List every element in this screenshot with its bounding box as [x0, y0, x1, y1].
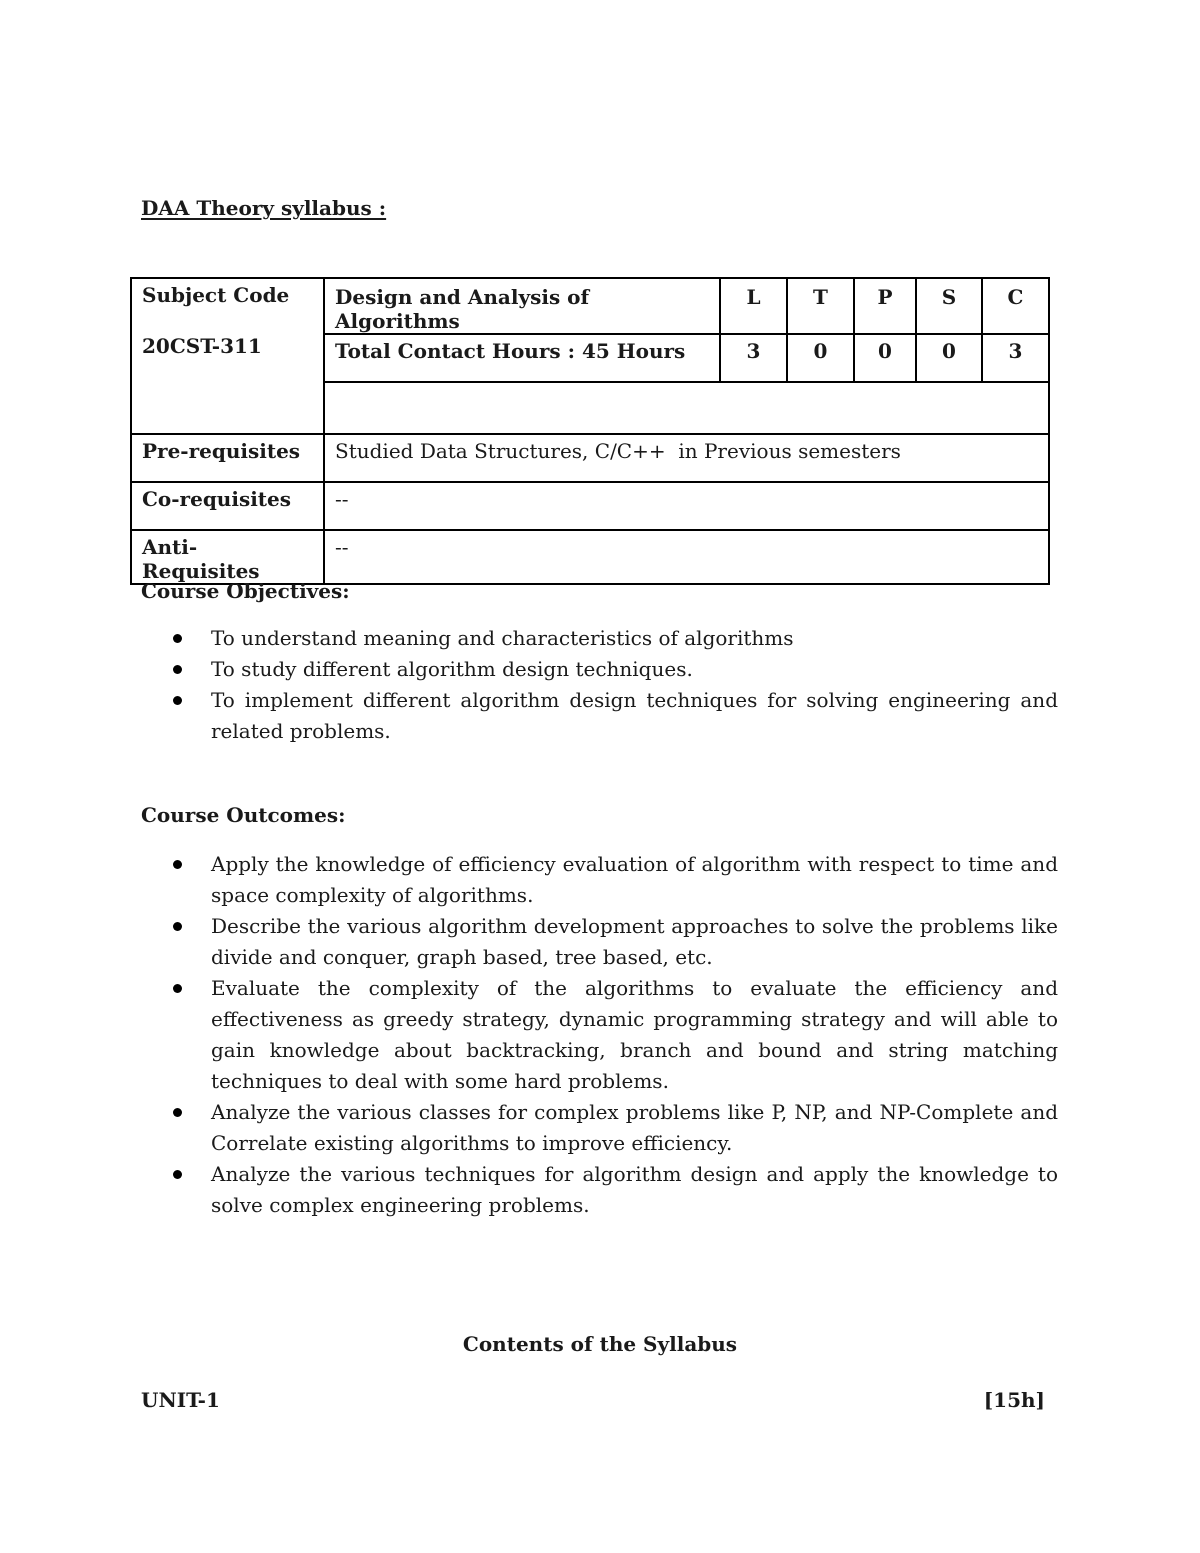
bullet-icon	[173, 665, 182, 674]
bullet-icon	[173, 1170, 182, 1179]
objectives-list	[211, 623, 1058, 747]
ltpsc-value-l: 3	[720, 334, 787, 382]
ltpsc-value-s: 0	[916, 334, 982, 382]
ltpsc-value-p: 0	[854, 334, 916, 382]
ltpsc-header-c: C	[982, 278, 1049, 334]
outcomes-heading: Course Outcomes:	[141, 803, 346, 827]
bullet-icon	[173, 860, 182, 869]
bullet-icon	[173, 922, 182, 931]
list-item: To implement different algorithm design techniques for solving engineering and related problems.	[211, 685, 1058, 747]
list-item: Analyze the various techniques for algorithm design and apply the knowledge to solve complex engineering problems.	[211, 1159, 1058, 1221]
list-item: Describe the various algorithm development approaches to solve the problems like divide and conquer, graph based, tree based, etc.	[211, 911, 1058, 973]
subject-name: Design and Analysis of Algorithms	[324, 278, 720, 334]
corequisites-label: Co-requisites	[131, 482, 324, 530]
list-item: Evaluate the complexity of the algorithms to evaluate the efficiency and effectiveness as greedy strategy, dynamic programming strategy and will able to gain knowledge about backtracking, branch and bound and string matching techniques to deal with some hard problems.	[211, 973, 1058, 1097]
page-title: DAA Theory syllabus :	[141, 196, 387, 220]
list-item: Analyze the various classes for complex problems like P, NP, and NP-Complete and Correlate existing algorithms to improve efficiency.	[211, 1097, 1058, 1159]
ltpsc-value-t: 0	[787, 334, 854, 382]
ltpsc-header-l: L	[720, 278, 787, 334]
bullet-icon	[173, 1108, 182, 1117]
ltpsc-header-t: T	[787, 278, 854, 334]
antirequisites-label: Anti-Requisites	[131, 530, 324, 584]
contents-heading: Contents of the Syllabus	[462, 1332, 738, 1356]
prerequisites-value: Studied Data Structures, C/C++ in Previous semesters	[324, 434, 1049, 482]
antirequisites-value: --	[324, 530, 1049, 584]
unit-hours: [15h]	[983, 1388, 1045, 1412]
corequisites-value: --	[324, 482, 1049, 530]
ltpsc-header-p: P	[854, 278, 916, 334]
bullet-icon	[173, 634, 182, 643]
blank-cell	[324, 382, 1049, 434]
syllabus-table	[130, 277, 1050, 585]
list-item: To study different algorithm design techniques.	[211, 654, 1058, 685]
bullet-icon	[173, 984, 182, 993]
subject-code-value: 20CST-311	[142, 334, 262, 358]
unit-label: UNIT-1	[141, 1388, 220, 1412]
ltpsc-value-c: 3	[982, 334, 1049, 382]
bullet-icon	[173, 696, 182, 705]
subject-code-label: Subject Code	[142, 283, 290, 307]
outcomes-list	[211, 849, 1058, 1221]
prerequisites-label: Pre-requisites	[131, 434, 324, 482]
list-item: Apply the knowledge of efficiency evaluation of algorithm with respect to time and space complexity of algorithms.	[211, 849, 1058, 911]
list-item: To understand meaning and characteristics of algorithms	[211, 623, 1058, 654]
ltpsc-header-s: S	[916, 278, 982, 334]
objectives-heading: Course Objectives:	[141, 579, 350, 603]
contact-hours: Total Contact Hours : 45 Hours	[324, 334, 720, 382]
subject-code-cell	[131, 278, 324, 434]
